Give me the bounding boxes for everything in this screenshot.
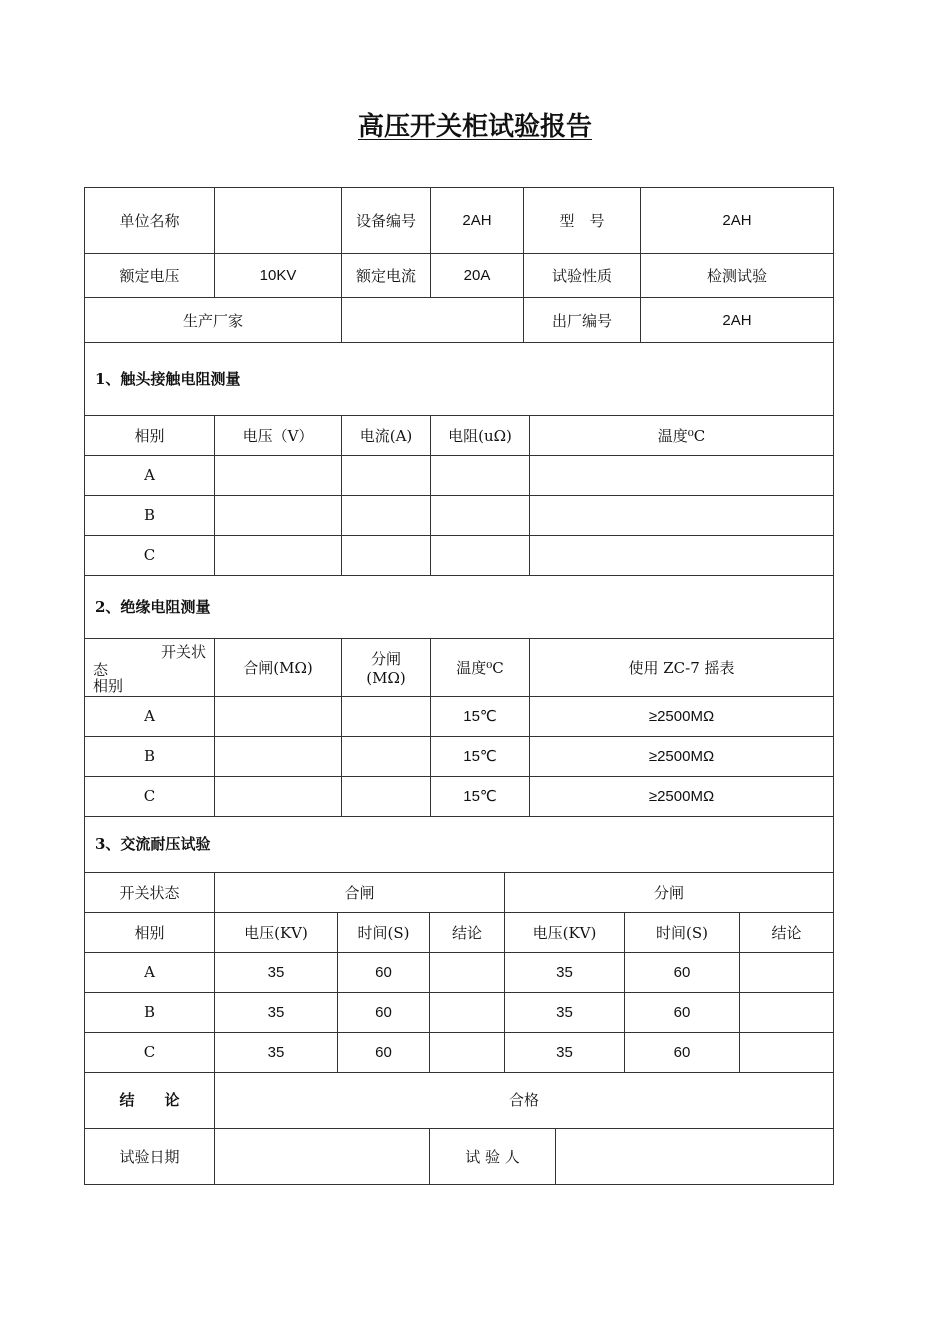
test-type-label: 试验性质 xyxy=(524,254,641,298)
close-voltage-cell: 35 xyxy=(215,992,338,1032)
device-no-value: 2AH xyxy=(431,188,524,254)
close-header: 合闸(MΩ) xyxy=(215,638,342,696)
meter-cell: ≥2500MΩ xyxy=(530,696,834,736)
temp-header: 温度⁰C xyxy=(431,638,530,696)
close-time-cell: 60 xyxy=(338,992,430,1032)
temp-cell xyxy=(530,495,834,535)
tester-label: 试 验 人 xyxy=(430,1128,556,1184)
current-cell xyxy=(342,455,431,495)
table-header: 结论 xyxy=(740,912,834,952)
close-cell xyxy=(215,696,342,736)
factory-no-label: 出厂编号 xyxy=(524,298,641,343)
corner-bottom: 相别 xyxy=(93,677,124,695)
table-row xyxy=(85,696,834,736)
contact-resistance-table xyxy=(84,342,834,576)
table-header: 结论 xyxy=(430,912,505,952)
table-row xyxy=(85,992,834,1032)
rated-current-value: 20A xyxy=(431,254,524,298)
close-result-cell xyxy=(430,1032,505,1072)
table-header: 相别 xyxy=(85,415,215,455)
factory-no-value: 2AH xyxy=(641,298,834,343)
close-group-header: 合闸 xyxy=(215,872,505,912)
test-date-value xyxy=(215,1128,430,1184)
test-type-value: 检测试验 xyxy=(641,254,834,298)
section2-title: 2、绝缘电阻测量 xyxy=(85,575,834,638)
ac-withstand-table xyxy=(84,815,834,1073)
table-header: 电阻(uΩ) xyxy=(431,415,530,455)
meter-header: 使用 ZC-7 摇表 xyxy=(530,638,834,696)
voltage-cell xyxy=(215,535,342,575)
close-voltage-cell: 35 xyxy=(215,952,338,992)
rated-voltage-value: 10KV xyxy=(215,254,342,298)
section3-title: 3、交流耐压试验 xyxy=(85,815,834,872)
open-cell xyxy=(342,696,431,736)
report-title: 高压开关柜试验报告 xyxy=(357,112,592,142)
open-voltage-cell: 35 xyxy=(505,992,625,1032)
corner-header xyxy=(85,638,215,696)
table-header: 相别 xyxy=(85,912,215,952)
table-header: 电流(A) xyxy=(342,415,431,455)
table-row xyxy=(85,455,834,495)
unit-label: 单位名称 xyxy=(85,188,215,254)
phase-cell: A xyxy=(85,455,215,495)
table-header: 电压（V） xyxy=(215,415,342,455)
temp-cell: 15℃ xyxy=(431,776,530,816)
conclusion-value: 合格 xyxy=(215,1071,834,1128)
open-header-line2: (MΩ) xyxy=(366,668,406,687)
resistance-cell xyxy=(431,495,530,535)
table-header: 温度⁰C xyxy=(530,415,834,455)
open-voltage-cell: 35 xyxy=(505,952,625,992)
section1-title: 1、触头接触电阻测量 xyxy=(85,342,834,415)
open-time-cell: 60 xyxy=(625,952,740,992)
device-no-label: 设备编号 xyxy=(342,188,431,254)
temp-cell: 15℃ xyxy=(431,736,530,776)
resistance-cell xyxy=(431,455,530,495)
rated-voltage-label: 额定电压 xyxy=(85,254,215,298)
table-row xyxy=(85,736,834,776)
manufacturer-label: 生产厂家 xyxy=(85,298,342,343)
open-time-cell: 60 xyxy=(625,992,740,1032)
switch-state-header: 开关状态 xyxy=(85,872,215,912)
temp-cell: 15℃ xyxy=(431,696,530,736)
phase-cell: B xyxy=(85,736,215,776)
voltage-cell xyxy=(215,495,342,535)
close-time-cell: 60 xyxy=(338,952,430,992)
table-header: 时间(S) xyxy=(625,912,740,952)
temp-cell xyxy=(530,535,834,575)
phase-cell: C xyxy=(85,1032,215,1072)
meter-cell: ≥2500MΩ xyxy=(530,736,834,776)
open-result-cell xyxy=(740,952,834,992)
close-cell xyxy=(215,736,342,776)
resistance-cell xyxy=(431,535,530,575)
table-header: 电压(KV) xyxy=(505,912,625,952)
phase-cell: C xyxy=(85,776,215,816)
close-time-cell: 60 xyxy=(338,1032,430,1072)
test-date-label: 试验日期 xyxy=(85,1128,215,1184)
tester-value xyxy=(556,1128,834,1184)
open-header xyxy=(342,638,431,696)
model-value: 2AH xyxy=(641,188,834,254)
phase-cell: B xyxy=(85,992,215,1032)
open-time-cell: 60 xyxy=(625,1032,740,1072)
close-result-cell xyxy=(430,952,505,992)
corner-top: 开关状 xyxy=(160,643,206,661)
close-voltage-cell: 35 xyxy=(215,1032,338,1072)
close-cell xyxy=(215,776,342,816)
rated-current-label: 额定电流 xyxy=(342,254,431,298)
meter-cell: ≥2500MΩ xyxy=(530,776,834,816)
table-header: 电压(KV) xyxy=(215,912,338,952)
conclusion-label: 结 论 xyxy=(85,1071,215,1128)
table-row xyxy=(85,952,834,992)
phase-cell: C xyxy=(85,535,215,575)
corner-mid: 态 xyxy=(93,661,109,679)
open-cell xyxy=(342,776,431,816)
open-header-line1: 分闸 xyxy=(370,649,401,668)
table-row xyxy=(85,1032,834,1072)
table-row xyxy=(85,495,834,535)
phase-cell: A xyxy=(85,696,215,736)
phase-cell: A xyxy=(85,952,215,992)
model-label: 型 号 xyxy=(524,188,641,254)
table-row xyxy=(85,776,834,816)
current-cell xyxy=(342,495,431,535)
open-result-cell xyxy=(740,1032,834,1072)
temp-cell xyxy=(530,455,834,495)
conclusion-table xyxy=(84,1071,834,1185)
info-table xyxy=(84,187,834,343)
open-voltage-cell: 35 xyxy=(505,1032,625,1072)
manufacturer-value xyxy=(342,298,524,343)
table-header: 时间(S) xyxy=(338,912,430,952)
current-cell xyxy=(342,535,431,575)
close-result-cell xyxy=(430,992,505,1032)
open-result-cell xyxy=(740,992,834,1032)
voltage-cell xyxy=(215,455,342,495)
open-cell xyxy=(342,736,431,776)
insulation-resistance-table xyxy=(84,575,834,817)
unit-value xyxy=(215,188,342,254)
table-row xyxy=(85,535,834,575)
phase-cell: B xyxy=(85,495,215,535)
open-group-header: 分闸 xyxy=(505,872,834,912)
